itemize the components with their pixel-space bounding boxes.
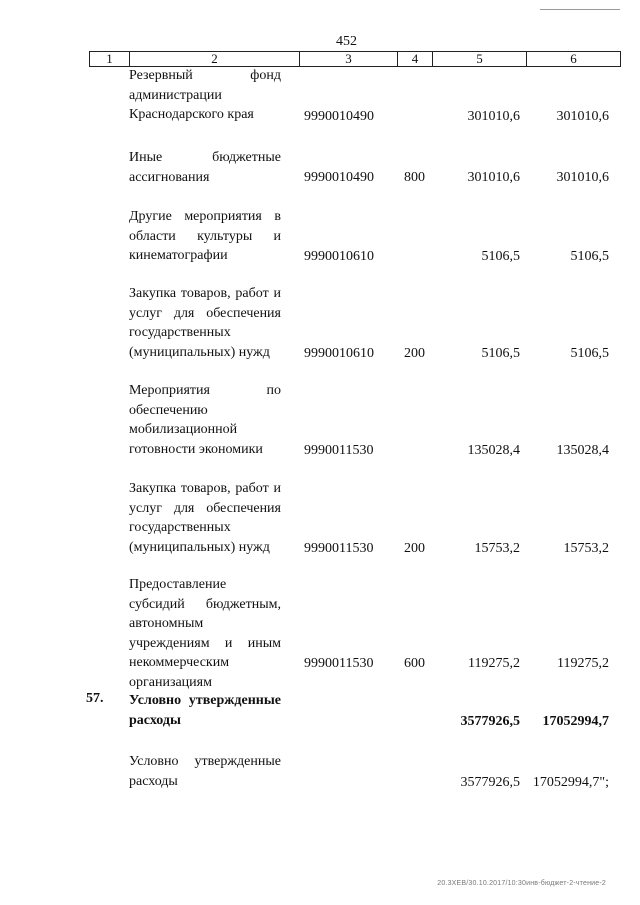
header-col-2: 2 <box>130 52 300 66</box>
row-value-col5: 119275,2 <box>468 655 520 671</box>
row-value-col6: 135028,4 <box>556 442 609 458</box>
row-name: Условно утвержденные расходы <box>129 754 281 789</box>
row-value-col6: 5106,5 <box>570 248 609 264</box>
table-row-total <box>0 691 640 731</box>
row-value-col6: 301010,6 <box>556 108 609 124</box>
row-name: Резервный фонд администрации Краснодарского края <box>129 68 281 122</box>
row-value-col5: 135028,4 <box>467 442 520 458</box>
row-name: Условно утвержденные расходы <box>129 693 281 728</box>
row-value-col5: 3577926,5 <box>460 713 520 729</box>
row-code: 9990010490 <box>304 169 374 185</box>
table-row <box>0 381 640 460</box>
row-name: Закупка товаров, работ и услуг для обеспечения государственных (муниципальных) нужд <box>129 481 281 555</box>
row-category: 600 <box>404 655 425 671</box>
row-value-col5: 301010,6 <box>467 108 520 124</box>
row-category: 800 <box>404 169 425 185</box>
row-name: Иные бюджетные ассигнования <box>129 150 281 185</box>
row-value-col6: 119275,2 <box>557 655 609 671</box>
top-divider-line <box>540 9 620 10</box>
row-name: Другие мероприятия в области культуры и кинематографии <box>129 209 281 263</box>
table-header-row <box>89 51 621 67</box>
header-col-5: 5 <box>433 52 527 66</box>
table-row <box>0 284 640 363</box>
row-value-col5: 15753,2 <box>474 540 520 556</box>
table-row <box>0 148 640 187</box>
row-value-col6: 15753,2 <box>563 540 609 556</box>
row-value-col6: 17052994,7"; <box>532 774 609 790</box>
row-name: Предоставление субсидий бюджетным, автономным учреждениям и иным некоммерческим организациям <box>129 577 281 690</box>
page-number: 452 <box>336 34 357 49</box>
header-col-6: 6 <box>570 51 577 66</box>
row-value-col5: 5106,5 <box>481 345 520 361</box>
row-name: Мероприятия по обеспечению мобилизационной готовности экономики <box>129 383 281 457</box>
row-value-col6: 5106,5 <box>570 345 609 361</box>
row-value-col5: 5106,5 <box>481 248 520 264</box>
row-value-col6: 301010,6 <box>556 169 609 185</box>
header-col-1: 1 <box>90 52 130 66</box>
row-category: 200 <box>404 345 425 361</box>
table-row <box>0 207 640 266</box>
table-row <box>0 575 640 690</box>
row-name: Закупка товаров, работ и услуг для обеспечения государственных (муниципальных) нужд <box>129 286 281 360</box>
row-code: 9990011530 <box>304 442 374 458</box>
row-value-col5: 301010,6 <box>467 169 520 185</box>
row-number: 57. <box>86 691 104 706</box>
row-value-col5: 3577926,5 <box>460 774 520 790</box>
row-code: 9990011530 <box>304 540 374 556</box>
header-col-4: 4 <box>398 52 433 66</box>
row-value-col6: 17052994,7 <box>542 713 609 729</box>
row-code: 9990010610 <box>304 248 374 264</box>
table-row <box>0 66 640 126</box>
table-row <box>0 752 640 792</box>
row-code: 9990010610 <box>304 345 374 361</box>
header-col-3: 3 <box>300 52 398 66</box>
table-row <box>0 479 640 558</box>
row-code: 9990010490 <box>304 108 374 124</box>
row-code: 9990011530 <box>304 655 374 671</box>
footer-file-stamp: 20.3ХЕВ/30.10.2017/10:30инв-бюджет-2-чтение-2 <box>437 880 606 887</box>
row-category: 200 <box>404 540 425 556</box>
